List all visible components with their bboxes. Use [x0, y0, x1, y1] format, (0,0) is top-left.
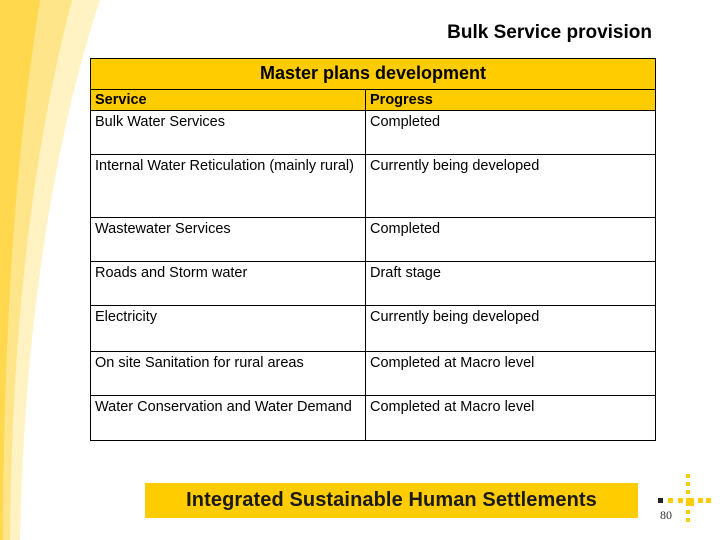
- service-cell: On site Sanitation for rural areas: [91, 352, 366, 396]
- progress-cell: Completed: [366, 111, 656, 155]
- table-row: [91, 262, 656, 306]
- progress-cell: Completed at Macro level: [366, 396, 656, 441]
- table-row: [91, 155, 656, 218]
- master-plans-table: [90, 58, 656, 441]
- page-number: 80: [660, 508, 672, 522]
- table-heading: Master plans development: [91, 59, 656, 90]
- column-header-service: Service: [91, 90, 366, 111]
- progress-cell: Draft stage: [366, 262, 656, 306]
- service-cell: Electricity: [91, 306, 366, 352]
- table-row: [91, 396, 656, 441]
- table-row: [91, 306, 656, 352]
- progress-cell: Completed at Macro level: [366, 352, 656, 396]
- service-cell: Bulk Water Services: [91, 111, 366, 155]
- service-cell: Water Conservation and Water Demand: [91, 396, 366, 441]
- progress-cell: Currently being developed: [366, 306, 656, 352]
- progress-cell: Currently being developed: [366, 155, 656, 218]
- service-cell: Roads and Storm water: [91, 262, 366, 306]
- service-cell: Internal Water Reticulation (mainly rural): [91, 155, 366, 218]
- service-cell: Wastewater Services: [91, 218, 366, 262]
- table-row: [91, 111, 656, 155]
- column-header-progress: Progress: [366, 90, 656, 111]
- footer-banner: Integrated Sustainable Human Settlements: [145, 483, 638, 518]
- table-row: [91, 352, 656, 396]
- progress-cell: Completed: [366, 218, 656, 262]
- slide-title: Bulk Service provision: [447, 22, 652, 43]
- table-row: [91, 218, 656, 262]
